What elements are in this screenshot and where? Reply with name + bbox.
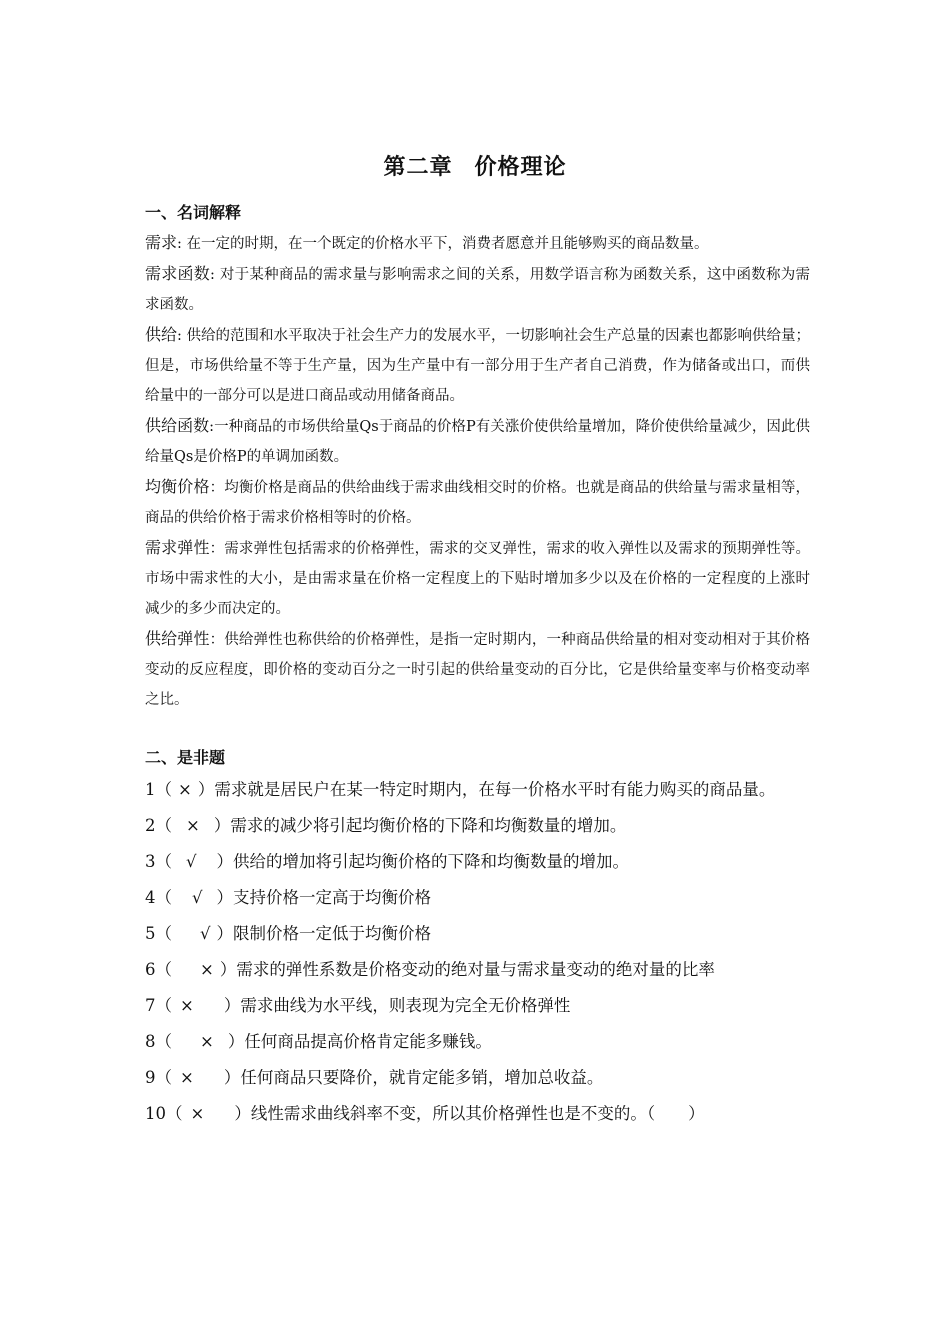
- bracket-open: （: [155, 960, 172, 979]
- answer-mark: √: [186, 852, 197, 871]
- definition-text: 一种商品的市场供给量Qs于商品的价格P有关涨价使供给量增加，降价使供给量减少，因此供给量Qs是价格P的单调加函数。: [145, 419, 810, 465]
- item-text: 任何商品提高价格肯定能多赚钱。: [244, 1032, 492, 1051]
- answer-mark: ×: [200, 960, 214, 979]
- item-number: 3: [145, 852, 156, 871]
- definition-separator: :: [177, 328, 187, 344]
- item-number: 9: [145, 1068, 156, 1087]
- section-heading-true-false: 二、是非题: [145, 748, 226, 767]
- definition-term: 均衡价格: [145, 477, 210, 496]
- item-text: 限制价格一定低于均衡价格: [233, 924, 432, 943]
- definition-separator: ：: [209, 480, 225, 496]
- item-number: 4: [145, 888, 156, 907]
- item-text: 需求就是居民户在某一特定时期内，在每一价格水平时有能力购买的商品量。: [214, 780, 776, 799]
- bracket-open: （: [166, 1104, 183, 1123]
- definition-term: 供给函数: [145, 416, 210, 435]
- bracket-open: （: [155, 924, 172, 943]
- definition-term: 需求函数: [145, 264, 211, 283]
- definition-text: 供给的范围和水平取决于社会生产力的发展水平，一切影响社会生产总量的因素也都影响供给量；但是，市场供给量不等于生产量，因为生产量中有一部分用于生产者自己消费，作为储备或出口，而供给量中的一部分可以是进口商品或动用储备商品。: [145, 328, 811, 404]
- chapter-title: [0, 150, 950, 181]
- definition-text: 供给弹性也称供给的价格弹性，是指一定时期内，一种商品供给量的相对变动相对于其价格变动的反应程度，即价格的变动百分之一时引起的供给量变动的百分比，它是供给量变率与价格变动率之比。: [145, 632, 810, 708]
- true-false-item: [145, 916, 810, 952]
- true-false-item: [145, 1096, 810, 1132]
- true-false-item: [145, 772, 810, 808]
- bracket-close: ）: [227, 1032, 245, 1051]
- true-false-item: [145, 880, 810, 916]
- bracket-close: ）: [223, 1068, 241, 1087]
- bracket-open: （: [155, 852, 172, 871]
- item-number: 1: [145, 780, 156, 799]
- item-text: 线性需求曲线斜率不变，所以其价格弹性也是不变的。: [250, 1104, 647, 1123]
- answer-mark: √: [192, 888, 203, 907]
- definition-separator: ：: [209, 541, 225, 557]
- definition-item: [145, 533, 810, 624]
- definition-item: [145, 624, 810, 715]
- definition-text: 需求弹性包括需求的价格弹性，需求的交叉弹性，需求的收入弹性以及需求的预期弹性等。市场中需求性的大小，是由需求量在价格一定程度上的下贴时增加多少以及在价格的一定程度的上涨时减少的多少而决定的。: [145, 541, 810, 617]
- item-number: 6: [145, 960, 156, 979]
- bracket-open: （: [155, 1068, 172, 1087]
- true-false-item: [145, 952, 810, 988]
- definition-text: 均衡价格是商品的供给曲线于需求曲线相交时的价格。也就是商品的供给量与需求量相等，商品的供给价格于需求价格相等时的价格。: [145, 480, 810, 526]
- definition-item: [145, 259, 810, 320]
- bracket-open: （: [155, 816, 172, 835]
- bracket-open: （: [155, 996, 172, 1015]
- item-number: 8: [145, 1032, 156, 1051]
- item-number: 5: [145, 924, 156, 943]
- true-false-item: [145, 844, 810, 880]
- bracket-close: ）: [213, 816, 231, 835]
- item-text: 需求的减少将引起均衡价格的下降和均衡数量的增加。: [230, 816, 627, 835]
- definitions-list: [145, 228, 810, 715]
- definition-separator: :: [177, 236, 187, 252]
- definition-item: [145, 472, 810, 533]
- definition-text: 在一定的时期，在一个既定的价格水平下，消费者愿意并且能够购买的商品数量。: [186, 236, 709, 252]
- bracket-close: ）: [223, 996, 241, 1015]
- section-heading-definitions: 一、名词解释: [145, 203, 242, 222]
- definition-term: 供给: [145, 325, 178, 344]
- item-text: 任何商品只要降价，就肯定能多销，增加总收益。: [240, 1068, 604, 1087]
- definition-term: 需求弹性: [145, 538, 210, 557]
- item-text: 需求的弹性系数是价格变动的绝对量与需求量变动的绝对量的比率: [236, 960, 715, 979]
- item-number: 10: [145, 1104, 166, 1123]
- bracket-close: ）: [216, 888, 234, 907]
- answer-mark: ×: [178, 780, 192, 799]
- item-number: 7: [145, 996, 156, 1015]
- bracket-close: ）: [216, 924, 234, 943]
- answer-mark: ×: [200, 1032, 214, 1051]
- definition-separator: :: [209, 419, 215, 435]
- bracket-close: ）: [197, 780, 215, 799]
- answer-mark: √: [200, 924, 211, 943]
- item-number: 2: [145, 816, 156, 835]
- definition-term: 供给弹性: [145, 629, 210, 648]
- chapter-name: 价格理论: [474, 155, 567, 180]
- bracket-open: （: [155, 888, 172, 907]
- definition-separator: :: [210, 267, 220, 283]
- true-false-list: [145, 772, 810, 1132]
- answer-mark: ×: [180, 1068, 194, 1087]
- bracket-open: （: [155, 1032, 172, 1051]
- definition-item: [145, 228, 810, 259]
- answer-mark: ×: [180, 996, 194, 1015]
- definition-term: 需求: [145, 233, 178, 252]
- answer-mark: ×: [186, 816, 200, 835]
- definition-item: [145, 411, 810, 472]
- bracket-open: （: [155, 780, 172, 799]
- bracket-close: ）: [216, 852, 234, 871]
- item-text: 支持价格一定高于均衡价格: [233, 888, 432, 907]
- true-false-item: [145, 808, 810, 844]
- item-text: 供给的增加将引起均衡价格的下降和均衡数量的增加。: [233, 852, 630, 871]
- true-false-item: [145, 1024, 810, 1060]
- definition-text: 对于某种商品的需求量与影响需求之间的关系，用数学语言称为函数关系，这中函数称为需求函数。: [145, 267, 810, 313]
- answer-mark: ×: [190, 1104, 205, 1123]
- true-false-item: [145, 988, 810, 1024]
- definition-item: [145, 320, 810, 411]
- definition-separator: ：: [209, 632, 225, 648]
- bracket-close: ）: [234, 1104, 251, 1123]
- chapter-number: 第二章: [383, 155, 453, 180]
- item-text: 需求曲线为水平线，则表现为完全无价格弹性: [240, 996, 571, 1015]
- answer-blank: （ ）: [646, 1104, 705, 1123]
- bracket-close: ）: [219, 960, 237, 979]
- true-false-item: [145, 1060, 810, 1096]
